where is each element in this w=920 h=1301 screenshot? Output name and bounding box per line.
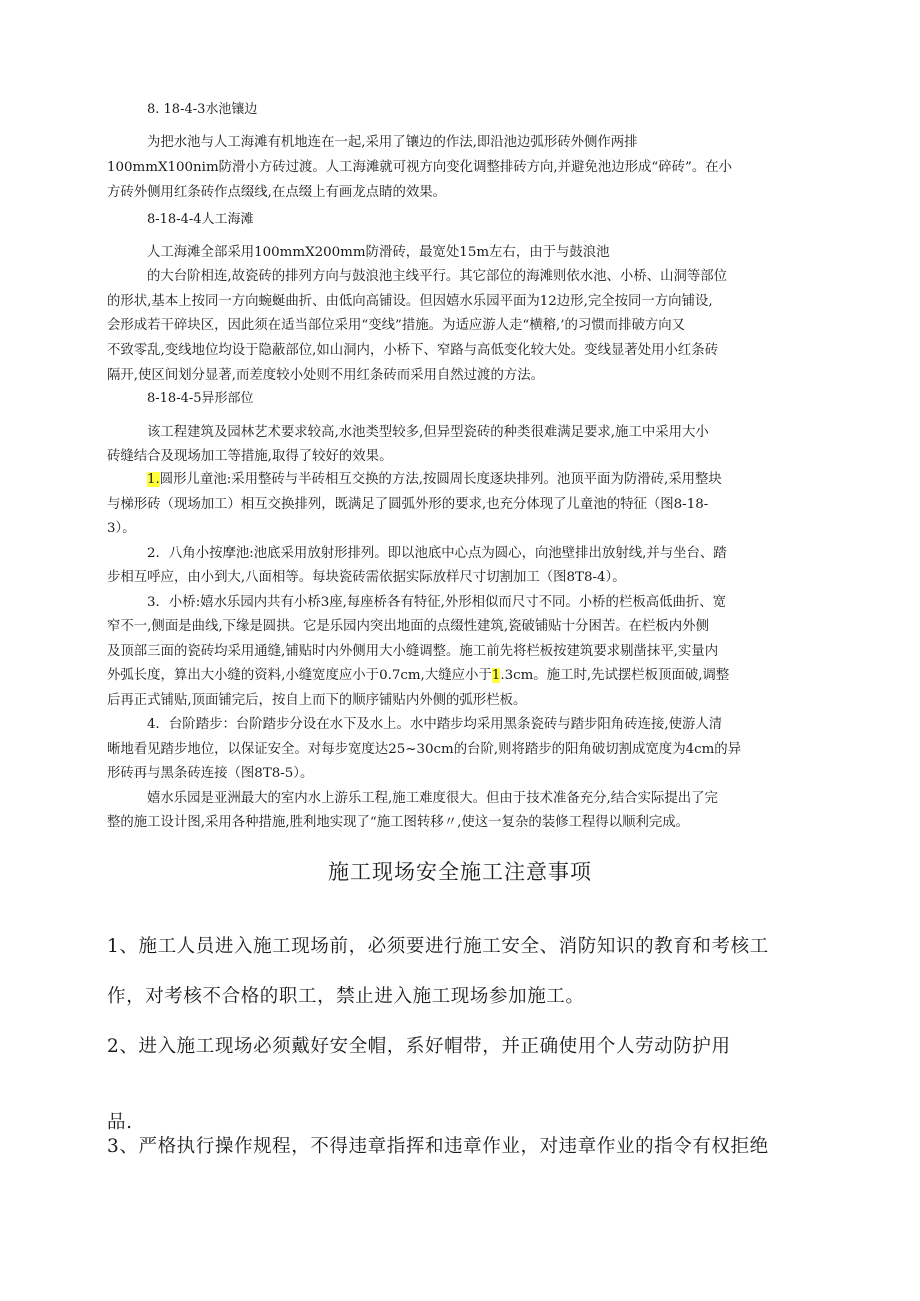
paragraph-line: 人工海滩全部采用100mmX200mm防滑砖，最宽处15m左右，由于与鼓浪池 <box>147 245 610 260</box>
page-title: 施工现场安全施工注意事项 <box>328 860 592 884</box>
paragraph-line: 晰地看见踏步地位，以保证安全。对每步宽度达25~30cm的台阶,则将踏步的阳角破切割成宽度为4cm的异 <box>107 742 742 757</box>
paragraph-line: 为把水池与人工海滩有机地连在一起,采用了镶边的作法,即沿池边弧形砖外侧作两排 <box>147 135 638 150</box>
paragraph-line: 形砖再与黑条砖连接（图8T8-5）。 <box>107 766 314 781</box>
paragraph-line: 100mmX100nim防滑小方砖过渡。人工海滩就可视方向变化调整排砖方向,并避免池边形成“碎砖”。在小 <box>107 160 733 175</box>
section-heading: 8-18-4-4人工海滩 <box>147 212 254 227</box>
list-item: 3．小桥:嬉水乐园内共有小桥3座,每座桥各有特征,外形相似而尺寸不同。小桥的栏板高低曲折、宽 <box>147 595 727 610</box>
section-heading: 8-18-4-5异形部位 <box>147 391 254 406</box>
rule-line: 品. <box>107 1112 133 1133</box>
paragraph-line: 隔开,使区间划分显著,而差度较小处则不用红条砖而采用自然过渡的方法。 <box>107 368 545 383</box>
paragraph-line: 整的施工设计图,采用各种措施,胜利地实现了“施工图转移〃,使这一复杂的装修工程得以顺利完成。 <box>107 815 690 830</box>
rule-line: 1、施工人员进入施工现场前，必须要进行施工安全、消防知识的教育和考核工 <box>107 936 769 957</box>
paragraph-line: 的大台阶相连,故瓷砖的排列方向与鼓浪池主线平行。其它部位的海滩则依水池、小桥、山洞等部位 <box>147 269 728 284</box>
highlight-marker: 1 <box>491 668 501 683</box>
list-item: 2．八角小按摩池:池底采用放射形排列。即以池底中心点为圆心，向池壁排出放射线,并与坐台、踏 <box>147 546 727 561</box>
paragraph-line: 该工程建筑及园林艺术要求较高,水池类型较多,但异型瓷砖的种类很难满足要求,施工中采用大小 <box>147 425 709 440</box>
section-heading: 8. 18-4-3水池镶边 <box>147 102 258 117</box>
paragraph-line: 及顶部三面的瓷砖均采用通缝,铺贴时内外侧用大小缝调整。施工前先将栏板按建筑要求剔凿抹平,实量内 <box>107 644 719 659</box>
paragraph-line: 的形状,基本上按同一方向蜿蜒曲折、由低向高铺设。但因嬉水乐园平面为12边形,完全按同一方向铺设, <box>107 294 713 309</box>
paragraph-line: 步相互呼应，由小到大,八面相等。每块瓷砖需依据实际放样尺寸切割加工（图8T8-4）。 <box>107 570 626 585</box>
line-segment: .3cm。施工时,先试摆栏板顶面破,调整 <box>500 668 730 683</box>
rule-line: 作，对考核不合格的职工，禁止进入施工现场参加施工。 <box>107 986 585 1007</box>
paragraph-line: 不致零乱,变线地位均设于隐蔽部位,如山洞内，小桥下、窄路与高低变化较大处。变线显著处用小红条砖 <box>107 343 719 358</box>
paragraph-line: 会形成若干碎块区，因此须在适当部位采用“变线”措施。为适应游人走“横穃,’的习惯而排破方向又 <box>107 318 686 333</box>
list-item <box>147 471 722 489</box>
line-segment: 外弧长度，算出大小缝的资料,小缝宽度应小于0.7cm,大缝应小于 <box>107 668 492 683</box>
list-item: 4．台阶踏步：台阶踏步分设在水下及水上。水中踏步均采用黑条瓷砖与踏步阳角砖连接,使游人清 <box>147 717 723 732</box>
paragraph-line: 砖缝结合及现场加工等措施,取得了较好的效果。 <box>107 449 393 464</box>
paragraph-line: 嬉水乐园是亚洲最大的室内水上游乐工程,施工难度很大。但由于技术准备充分,结合实际提出了完 <box>147 791 718 806</box>
rule-line: 2、进入施工现场必须戴好安全帽，系好帽带，并正确使用个人劳动防护用 <box>107 1036 731 1057</box>
paragraph-line: 与梯形砖（现场加工）相互交换排列，既满足了圆弧外形的要求,也充分体现了儿童池的特征（图8-18- <box>107 497 709 512</box>
rule-line: 3、严格执行操作规程，不得违章指挥和违章作业，对违章作业的指令有权拒绝 <box>107 1136 769 1157</box>
paragraph-line: 3）。 <box>107 521 136 536</box>
paragraph-line <box>107 667 729 685</box>
highlight-marker: 1. <box>147 472 160 487</box>
paragraph-line: 窄不一,侧面是曲线,下缘是圆拱。它是乐园内突出地面的点缀性建筑,瓷破铺贴十分困苦。在栏板内外侧 <box>107 619 709 634</box>
list-item-text: 圆形儿童池:采用整砖与半砖相互交换的方法,按圆周长度逐块排列。池顶平面为防滑砖,采用整块 <box>159 472 722 487</box>
paragraph-line: 方砖外侧用红条砖作点缀线,在点缀上有画龙点睛的效果。 <box>107 185 447 200</box>
paragraph-line: 后再正式铺贴,顶面铺完后，按自上而下的顺序铺贴内外侧的弧形栏板。 <box>107 693 527 708</box>
